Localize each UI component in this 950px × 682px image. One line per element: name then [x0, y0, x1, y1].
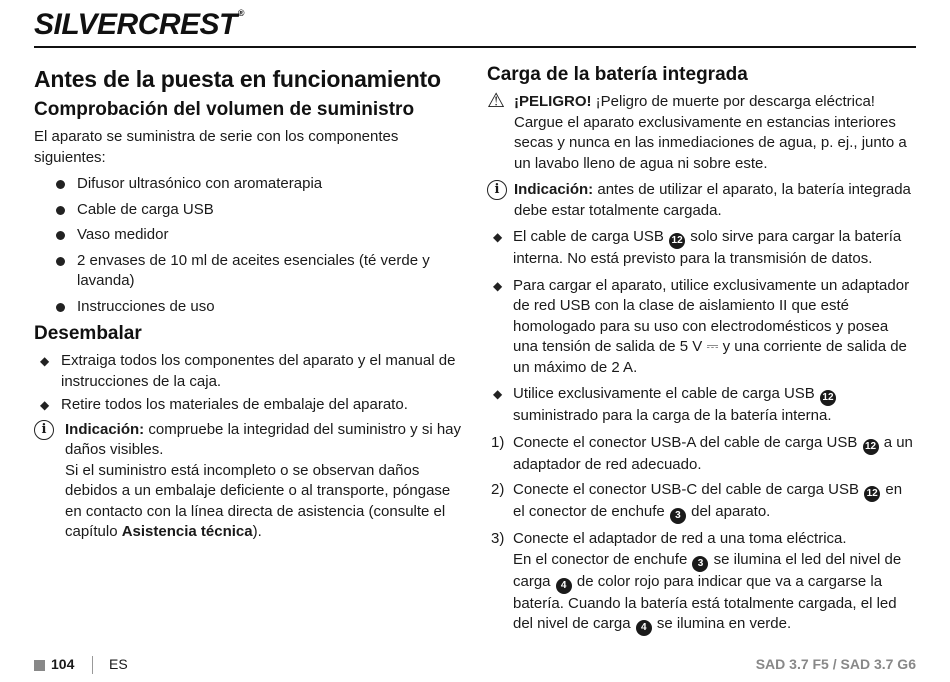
step-item: 3) Conecte el adaptador de red a una toma eléctrica. En el conector de enchufe 3 se ilumina el led del nivel de carga 4 de color rojo para indicar que va a cargarse la batería. Cuando la batería está totalmente cargada, el led del nivel de carga 4 se ilumina en verde.	[487, 529, 917, 636]
diamond-bullet-icon: ◆	[493, 387, 503, 401]
list-item: 2 envases de 10 ml de aceites esenciales (té verde y lavanda)	[34, 251, 466, 292]
danger-warning: ⚠ ¡PELIGRO! ¡Peligro de muerte por descarga eléctrica! Cargue el aparato exclusivamente en estancias interiores secas y nunca en las inmediaciones de agua, p. ej., junto a un lavabo lleno de agua ni sobre este.	[487, 90, 907, 172]
page-number: 104	[51, 656, 75, 672]
ref-number-badge: 12	[820, 390, 836, 406]
bullet-icon	[56, 257, 65, 266]
ref-number-badge: 12	[864, 486, 880, 502]
list-item: ◆ Extraiga todos los componentes del aparato y el manual de instrucciones de la caja.	[40, 352, 456, 390]
list-item: ◆ Utilice exclusivamente el cable de carga USB 12 suministrado para la carga de la batería interna.	[487, 384, 917, 427]
page-title: Antes de la puesta en funcionamiento	[34, 66, 441, 92]
page-footer	[34, 656, 916, 676]
section-heading-supply: Comprobación del volumen de suministro	[34, 99, 415, 120]
step-item: 1) Conecte el conector USB-A del cable de carga USB 12 a un adaptador de red adecuado.	[491, 433, 913, 473]
bullet-icon	[56, 206, 65, 215]
diamond-bullet-icon: ◆	[40, 354, 50, 368]
right-column	[487, 60, 917, 641]
ref-number-badge: 4	[636, 620, 652, 636]
ref-number-badge: 3	[670, 508, 686, 524]
supply-intro: El aparato se suministra de serie con los componentes siguientes:	[34, 128, 399, 166]
step-item: 2) Conecte el conector USB-C del cable de carga USB 12 en el conector de enchufe 3 del aparato.	[487, 480, 917, 524]
bullet-icon	[56, 303, 65, 312]
diamond-bullet-icon: ◆	[493, 230, 503, 244]
ref-number-badge: 12	[669, 233, 685, 249]
language-code: ES	[109, 656, 128, 672]
section-heading-unpack: Desembalar	[34, 323, 142, 344]
charging-steps	[487, 433, 917, 637]
ref-number-badge: 12	[863, 439, 879, 455]
section-heading-charging: Carga de la batería integrada	[487, 64, 748, 85]
danger-label: ¡PELIGRO!	[514, 93, 592, 110]
charging-bullets	[487, 227, 917, 427]
ref-number-badge: 3	[692, 556, 708, 572]
info-icon: i	[487, 180, 507, 200]
footer-divider	[92, 656, 93, 674]
info-icon: i	[34, 420, 54, 440]
note-label: Indicación:	[65, 420, 145, 438]
list-item: Vaso medidor	[34, 225, 466, 246]
brand-logo	[34, 8, 244, 42]
unpack-list	[34, 351, 466, 416]
list-item: ◆ Retire todos los materiales de embalaje del aparato.	[34, 395, 466, 416]
charging-note: i Indicación: antes de utilizar el aparato, la batería integrada debe estar totalmente cargada.	[487, 180, 917, 221]
bullet-icon	[56, 180, 65, 189]
model-number: SAD 3.7 F5 / SAD 3.7 G6	[755, 656, 916, 672]
supply-list	[34, 174, 466, 317]
ref-number-badge: 4	[556, 578, 572, 594]
list-item: ◆ Para cargar el aparato, utilice exclusivamente un adaptador de red USB con la clase de aislamiento II que esté homologado para su uso con electrodomésticos y posea una tensión de salida de 5 V ⎓ y una corriente de salida de un máximo de 2 A.	[493, 276, 910, 376]
bullet-icon	[56, 231, 65, 240]
list-item: Instrucciones de uso	[34, 297, 466, 318]
chapter-reference: Asistencia técnica	[121, 523, 253, 540]
note-label: Indicación:	[514, 181, 594, 198]
list-item: Difusor ultrasónico con aromaterapia	[34, 174, 466, 195]
brand-name: SILVERCREST	[34, 8, 237, 41]
diamond-bullet-icon: ◆	[493, 278, 503, 293]
step-number: 2)	[491, 481, 505, 498]
diamond-bullet-icon: ◆	[40, 398, 50, 412]
step-number: 1)	[491, 433, 505, 451]
supply-note: i Indicación: compruebe la integridad del suministro y si hay daños visibles. Si el suministro está incompleto o se observan daños debidos a un embalaje deficiente o al transporte, póngase en contacto con la línea directa de asistencia (consulte el capítulo Asistencia técnica).	[34, 420, 466, 543]
footer-square-icon	[34, 660, 45, 671]
list-item: ◆ El cable de carga USB 12 solo sirve para cargar la batería interna. No está previsto para la transmisión de datos.	[493, 228, 902, 267]
warning-triangle-icon: ⚠	[487, 90, 505, 112]
left-column	[34, 60, 466, 549]
registered-mark: ®	[237, 8, 245, 18]
list-item: Cable de carga USB	[34, 200, 466, 221]
step-number: 3)	[491, 530, 505, 547]
top-rule	[34, 46, 916, 48]
